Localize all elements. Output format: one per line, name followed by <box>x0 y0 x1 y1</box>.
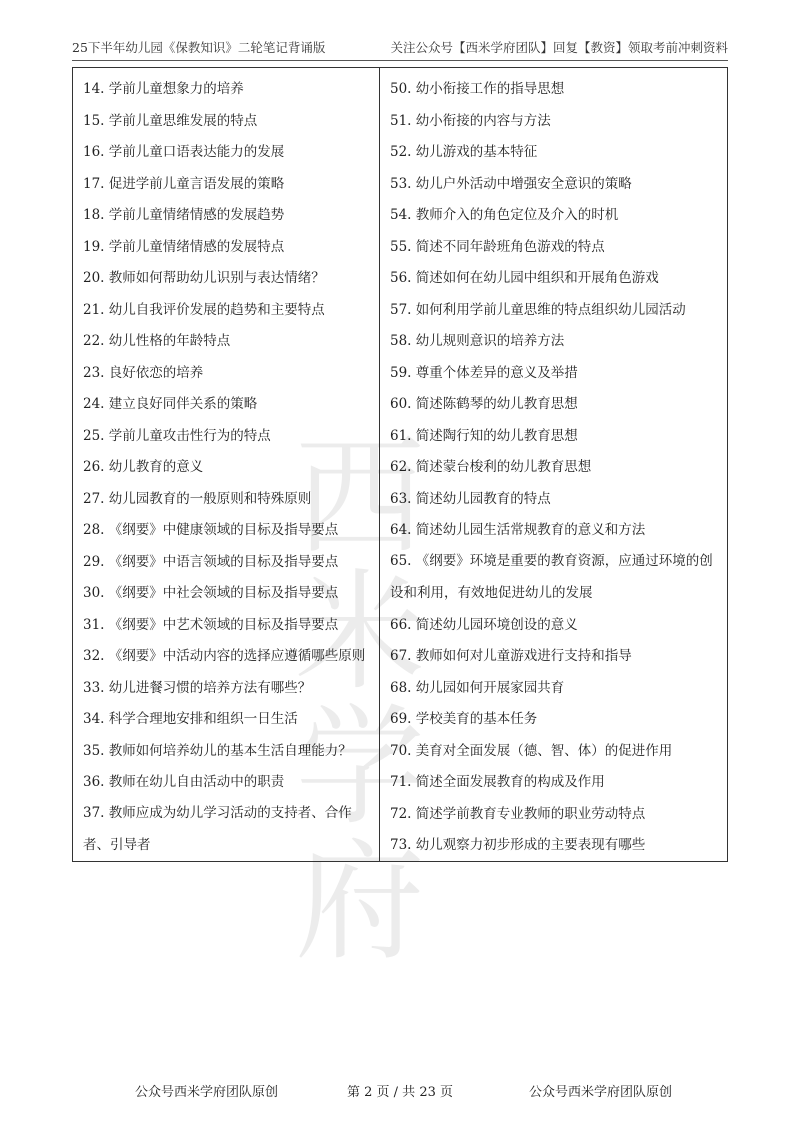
list-item: 28. 《纲要》中健康领域的目标及指导要点 <box>83 522 339 538</box>
header-notice: 关注公众号【西米学府团队】回复【教资】领取考前冲刺资料 <box>390 40 728 55</box>
list-item: 37. 教师应成为幼儿学习活动的支持者、合作者、引导者 <box>83 805 352 853</box>
left-column <box>73 68 379 861</box>
list-item: 24. 建立良好同伴关系的策略 <box>83 396 258 412</box>
list-item: 17. 促进学前儿童言语发展的策略 <box>83 176 285 192</box>
page-footer <box>0 1081 800 1101</box>
list-item: 67. 教师如何对儿童游戏进行支持和指导 <box>390 648 632 664</box>
page-number: 第 2 页 / 共 23 页 <box>347 1085 453 1100</box>
list-item: 52. 幼儿游戏的基本特征 <box>390 144 538 160</box>
list-item: 26. 幼儿教育的意义 <box>83 459 204 475</box>
list-item: 21. 幼儿自我评价发展的趋势和主要特点 <box>83 302 325 318</box>
list-item: 19. 学前儿童情绪情感的发展特点 <box>83 239 285 255</box>
list-item: 23. 良好依恋的培养 <box>83 365 204 381</box>
list-item: 33. 幼儿进餐习惯的培养方法有哪些？ <box>83 680 312 696</box>
list-item: 68. 幼儿园如何开展家园共育 <box>390 680 565 696</box>
list-item: 58. 幼儿规则意识的培养方法 <box>390 333 565 349</box>
list-item: 32. 《纲要》中活动内容的选择应遵循哪些原则 <box>83 648 366 664</box>
list-item: 71. 简述全面发展教育的构成及作用 <box>390 774 605 790</box>
list-item: 35. 教师如何培养幼儿的基本生活自理能力？ <box>83 743 352 759</box>
list-item: 51. 幼小衔接的内容与方法 <box>390 113 551 129</box>
list-item: 27. 幼儿园教育的一般原则和特殊原则 <box>83 491 312 507</box>
list-item: 30. 《纲要》中社会领域的目标及指导要点 <box>83 585 339 601</box>
list-item: 29. 《纲要》中语言领域的目标及指导要点 <box>83 554 339 570</box>
list-item: 72. 简述学前教育专业教师的职业劳动特点 <box>390 806 646 822</box>
list-item: 65. 《纲要》环境是重要的教育资源，应通过环境的创设和利用，有效地促进幼儿的发展 <box>390 553 713 601</box>
list-item: 34. 科学合理地安排和组织一日生活 <box>83 711 298 727</box>
outline-table <box>72 67 728 978</box>
list-item: 60. 简述陈鹤琴的幼儿教育思想 <box>390 396 578 412</box>
list-item: 62. 简述蒙台梭利的幼儿教育思想 <box>390 459 592 475</box>
list-item: 70. 美育对全面发展（德、智、体）的促进作用 <box>390 743 673 759</box>
list-item: 50. 幼小衔接工作的指导思想 <box>390 81 565 97</box>
list-item: 69. 学校美育的基本任务 <box>390 711 538 727</box>
list-item: 36. 教师在幼儿自由活动中的职责 <box>83 774 285 790</box>
list-item: 59. 尊重个体差异的意义及举措 <box>390 365 578 381</box>
list-item: 73. 幼儿观察力初步形成的主要表现有哪些 <box>390 837 646 853</box>
list-item: 55. 简述不同年龄班角色游戏的特点 <box>390 239 605 255</box>
list-item: 64. 简述幼儿园生活常规教育的意义和方法 <box>390 522 646 538</box>
list-item: 16. 学前儿童口语表达能力的发展 <box>83 144 285 160</box>
footer-right: 公众号西米学府团队原创 <box>528 1085 672 1100</box>
watermark: 西米学府 <box>294 421 425 978</box>
header-divider <box>72 60 728 61</box>
list-item: 20. 教师如何帮助幼儿识别与表达情绪？ <box>83 270 325 286</box>
list-item: 22. 幼儿性格的年龄特点 <box>83 333 231 349</box>
list-item: 61. 简述陶行知的幼儿教育思想 <box>390 428 578 444</box>
list-item: 63. 简述幼儿园教育的特点 <box>390 491 551 507</box>
list-item: 15. 学前儿童思维发展的特点 <box>83 113 258 129</box>
page-header <box>72 38 728 60</box>
list-item: 31. 《纲要》中艺术领域的目标及指导要点 <box>83 617 339 633</box>
list-item: 56. 简述如何在幼儿园中组织和开展角色游戏 <box>390 270 659 286</box>
list-item: 14. 学前儿童想象力的培养 <box>83 81 244 97</box>
list-item: 66. 简述幼儿园环境创设的意义 <box>390 617 578 633</box>
header-title: 25下半年幼儿园《保教知识》二轮笔记背诵版 <box>72 40 326 55</box>
list-item: 54. 教师介入的角色定位及介入的时机 <box>390 207 619 223</box>
list-item: 53. 幼儿户外活动中增强安全意识的策略 <box>390 176 632 192</box>
list-item: 25. 学前儿童攻击性行为的特点 <box>83 428 271 444</box>
list-item: 18. 学前儿童情绪情感的发展趋势 <box>83 207 285 223</box>
right-column <box>379 68 727 861</box>
footer-left: 公众号西米学府团队原创 <box>135 1085 279 1100</box>
list-item: 57. 如何利用学前儿童思维的特点组织幼儿园活动 <box>390 302 686 318</box>
